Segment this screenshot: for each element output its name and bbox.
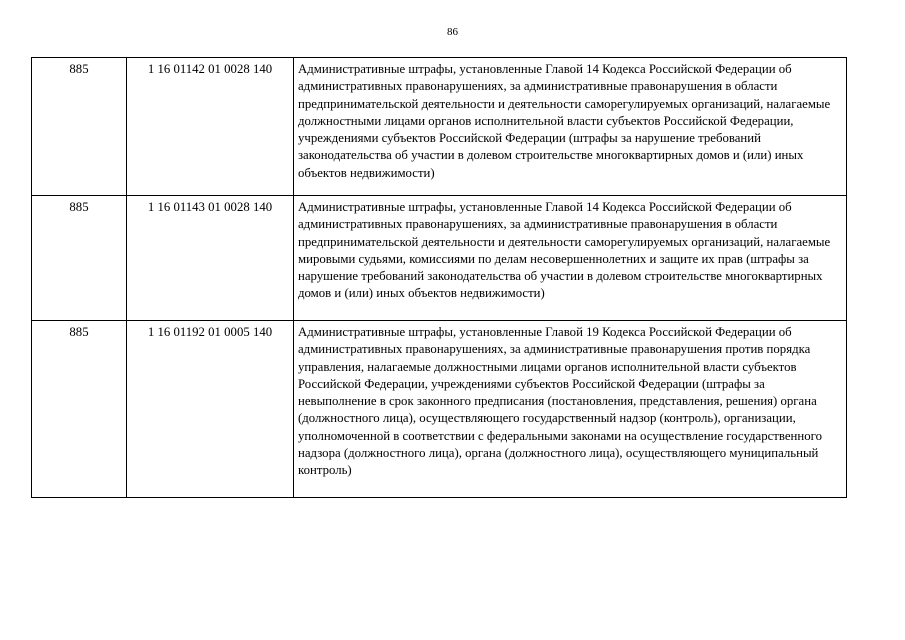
- kbk-code-cell: 1 16 01143 01 0028 140: [127, 196, 294, 321]
- admin-code-cell: 885: [32, 196, 127, 321]
- table-row: [32, 58, 847, 196]
- table-row: [32, 196, 847, 321]
- page-number: 86: [447, 26, 458, 38]
- description-cell: Административные штрафы, установленные Главой 19 Кодекса Российской Федерации об административных правонарушениях, за административные правонарушения против порядка управления, налагаемые должностными лицами органов исполнительной власти субъектов Российской Федерации, учреждениями субъектов Российской Федерации (штрафы за невыполнение в срок законного предписания (постановления, представления, решения) органа (должностного лица), осуществляющего государственный надзор (контроль), организации, уполномоченной в соответствии с федеральными законами на осуществление государственного надзора (должностного лица), органа (должностного лица), осуществляющего муниципальный контроль): [294, 321, 847, 498]
- admin-code-cell: 885: [32, 58, 127, 196]
- budget-codes-table: [31, 57, 847, 498]
- table-row: [32, 321, 847, 498]
- description-cell: Административные штрафы, установленные Главой 14 Кодекса Российской Федерации об административных правонарушениях, за административные правонарушения в области предпринимательской деятельности и деятельности саморегулируемых организаций, налагаемые должностными лицами органов исполнительной власти субъектов Российской Федерации, учреждениями субъектов Российской Федерации (штрафы за нарушение требований законодательства об участии в долевом строительстве многоквартирных домов и (или) иных объектов недвижимости): [294, 58, 847, 196]
- admin-code-cell: 885: [32, 321, 127, 498]
- kbk-code-cell: 1 16 01192 01 0005 140: [127, 321, 294, 498]
- description-cell: Административные штрафы, установленные Главой 14 Кодекса Российской Федерации об административных правонарушениях, за административные правонарушения в области предпринимательской деятельности и деятельности саморегулируемых организаций, налагаемые мировыми судьями, комиссиями по делам несовершеннолетних и защите их прав (штрафы за нарушение требований законодательства об участии в долевом строительстве многоквартирных домов и (или) иных объектов недвижимости): [294, 196, 847, 321]
- kbk-code-cell: 1 16 01142 01 0028 140: [127, 58, 294, 196]
